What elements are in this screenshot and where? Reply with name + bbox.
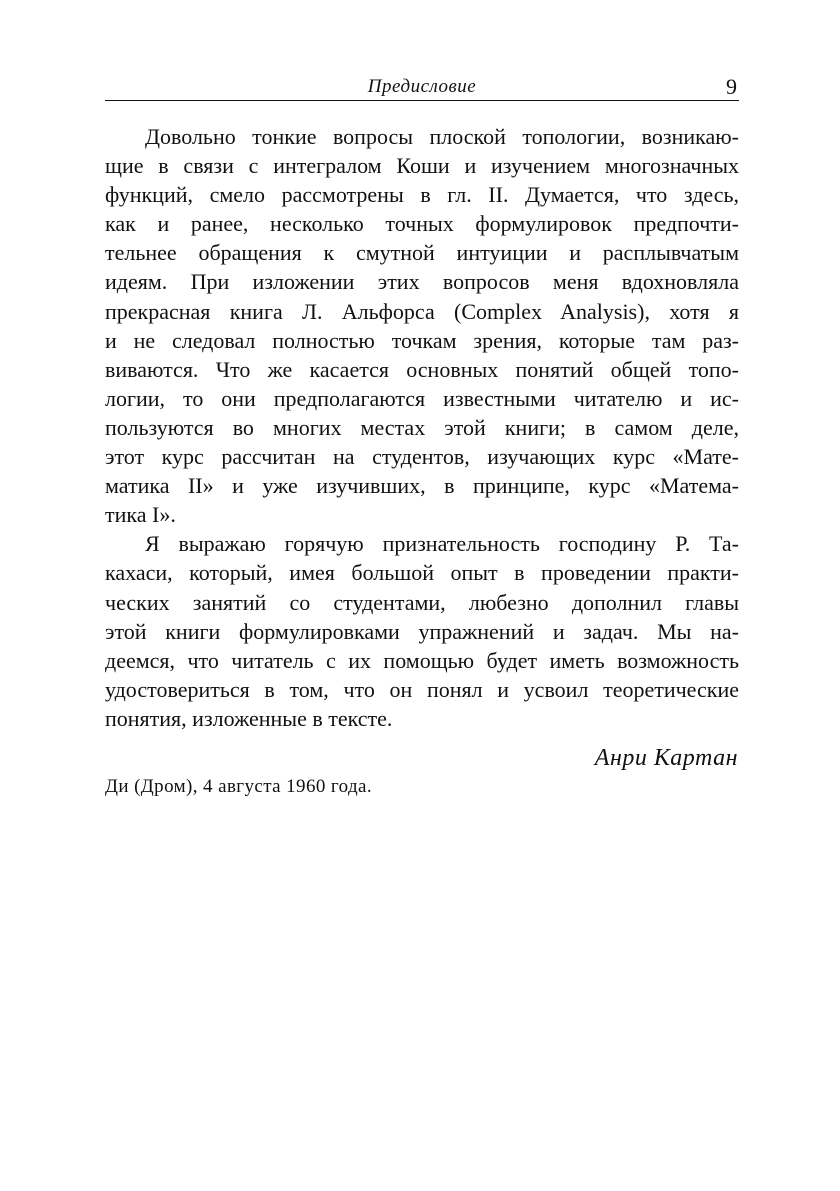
text-line: и не следовал полностью точкам зрения, которые там раз- bbox=[105, 327, 739, 353]
text-line: пользуются во многих местах этой книги; в самом деле, bbox=[105, 414, 739, 440]
text-line: деемся, что читатель с их помощью будет иметь возможность bbox=[105, 647, 739, 673]
text-line: ческих занятий со студентами, любезно дополнил главы bbox=[105, 589, 739, 615]
preface-body bbox=[105, 122, 739, 733]
running-title: Предисловие bbox=[367, 76, 477, 97]
text-line: тельнее обращения к смутной интуиции и расплывчатым bbox=[105, 240, 739, 266]
text-line: тика I». bbox=[105, 502, 176, 528]
text-line: щие в связи с интегралом Коши и изучением многозначных bbox=[105, 153, 739, 179]
text-line: логии, то они предполагаются известными читателю и ис- bbox=[105, 385, 739, 411]
place-date-line: Ди (Дром), 4 августа 1960 года. bbox=[105, 776, 373, 797]
text-line: этой книги формулировками упражнений и задач. Мы на- bbox=[105, 618, 739, 644]
text-line: матика II» и уже изучивших, в принципе, курс «Матема- bbox=[105, 473, 739, 499]
text-line: прекрасная книга Л. Альфорса (Complex Analysis), хотя я bbox=[105, 298, 739, 324]
page-number: 9 bbox=[726, 74, 737, 99]
text-line: Довольно тонкие вопросы плоской топологии, возникаю- bbox=[145, 124, 739, 149]
author-signature: Анри Картан bbox=[594, 745, 738, 771]
text-line: этот курс рассчитан на студентов, изучающих курс «Мате- bbox=[105, 444, 739, 470]
text-line: кахаси, который, имея большой опыт в проведении практи- bbox=[105, 560, 739, 586]
text-line: как и ранее, несколько точных формулировок предпочти- bbox=[105, 211, 739, 237]
text-line: функций, смело рассмотрены в гл. II. Думается, что здесь, bbox=[105, 182, 739, 208]
text-line: понятия, изложенные в тексте. bbox=[105, 705, 393, 731]
running-header bbox=[105, 76, 739, 101]
text-line: удостовериться в том, что он понял и усвоил теоретические bbox=[105, 676, 739, 702]
text-line: Я выражаю горячую признательность господину Р. Та- bbox=[145, 531, 739, 557]
text-line: виваются. Что же касается основных понятий общей топо- bbox=[105, 356, 739, 382]
text-line: идеям. При изложении этих вопросов меня вдохновляла bbox=[105, 269, 739, 295]
